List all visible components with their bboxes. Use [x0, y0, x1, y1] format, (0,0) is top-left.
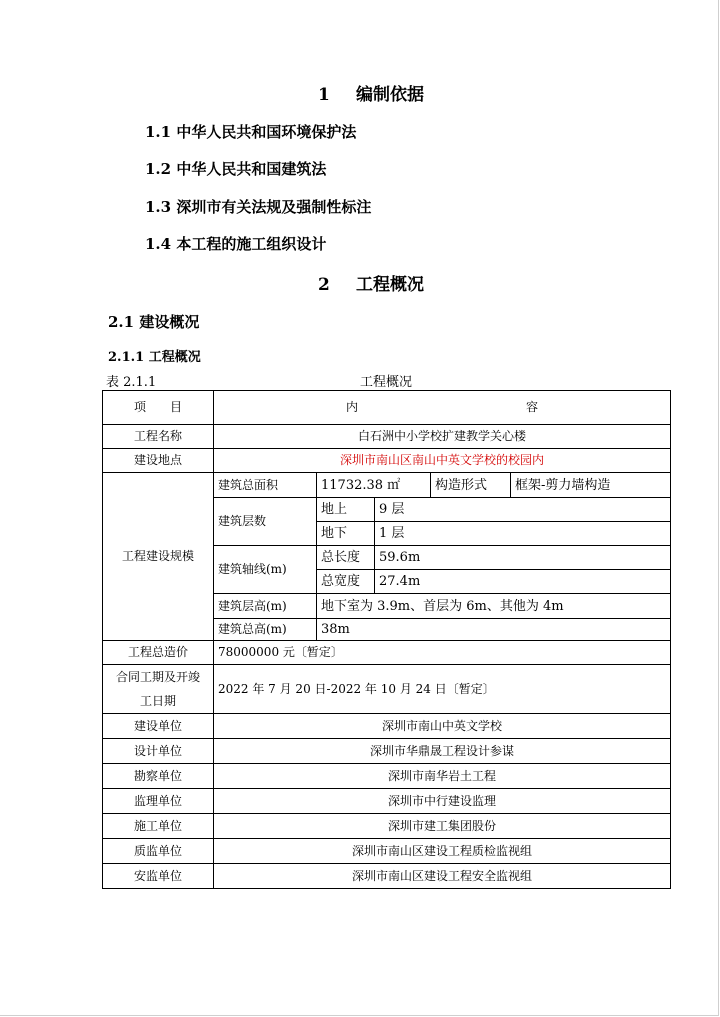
width-value: 27.4m	[375, 570, 671, 594]
table-row	[103, 665, 671, 714]
row-value: 深圳市华鼎晟工程设计参谋	[214, 739, 671, 764]
row-value: 深圳市南山中英文学校	[214, 714, 671, 739]
row-value: 深圳市南山区建设工程质检监视组	[214, 839, 671, 864]
location-value: 深圳市南山区南山中英文学校的校园内	[214, 449, 671, 473]
row-label: 安监单位	[103, 864, 214, 889]
cost-label: 工程总造价	[103, 641, 214, 665]
area-value: 11732.38 ㎡	[317, 473, 431, 498]
table-caption-title: 工程概况	[360, 375, 413, 390]
project-overview-table	[102, 390, 671, 889]
subsection-2-1-1-heading: 2.1.1 工程概况	[108, 350, 201, 365]
row-value: 深圳市南山区建设工程安全监视组	[214, 864, 671, 889]
row-label: 勘察单位	[103, 764, 214, 789]
row-label: 建设单位	[103, 714, 214, 739]
period-label-line-2: 工日期	[139, 694, 176, 708]
axis-label: 建筑轴线(m)	[214, 546, 317, 594]
row-value: 深圳市中行建设监理	[214, 789, 671, 814]
table-row	[103, 449, 671, 473]
table-row	[103, 641, 671, 665]
total-height-label: 建筑总高(m)	[214, 619, 317, 641]
length-label: 总长度	[317, 546, 375, 570]
row-label: 监理单位	[103, 789, 214, 814]
structure-value: 框架-剪力墙构造	[511, 473, 671, 498]
section-1-title: 编制依据	[356, 85, 424, 105]
table-caption-label: 表 2.1.1	[106, 375, 157, 390]
location-label: 建设地点	[103, 449, 214, 473]
section-1-item-4: 1.4 本工程的施工组织设计	[145, 235, 327, 253]
table-row	[103, 714, 671, 739]
section-2-title: 工程概况	[356, 275, 424, 295]
row-value: 深圳市建工集团股份	[214, 814, 671, 839]
header-content: 内 容	[214, 391, 671, 425]
header-item: 项 目	[103, 391, 214, 425]
table-header-row	[103, 391, 671, 425]
section-1-item-2: 1.2 中华人民共和国建筑法	[145, 160, 327, 178]
structure-label: 构造形式	[431, 473, 511, 498]
table-row	[103, 839, 671, 864]
below-label: 地下	[317, 522, 375, 546]
floor-height-value: 地下室为 3.9m、首层为 6m、其他为 4m	[317, 594, 671, 619]
length-value: 59.6m	[375, 546, 671, 570]
width-label: 总宽度	[317, 570, 375, 594]
table-row	[103, 789, 671, 814]
section-1-heading	[318, 80, 424, 105]
below-value: 1 层	[375, 522, 671, 546]
table-row	[103, 739, 671, 764]
section-1-number: 1	[318, 85, 330, 105]
subsection-2-1-heading: 2.1 建设概况	[108, 313, 200, 331]
project-name-label: 工程名称	[103, 425, 214, 449]
table-row	[103, 814, 671, 839]
period-label	[103, 665, 214, 714]
above-label: 地上	[317, 498, 375, 522]
floor-height-label: 建筑层高(m)	[214, 594, 317, 619]
total-height-value: 38m	[317, 619, 671, 641]
table-row	[103, 864, 671, 889]
row-value: 深圳市南华岩土工程	[214, 764, 671, 789]
section-1-item-3: 1.3 深圳市有关法规及强制性标注	[145, 198, 372, 216]
cost-value: 78000000 元〔暂定〕	[214, 641, 671, 665]
floors-label: 建筑层数	[214, 498, 317, 546]
table-row	[103, 473, 671, 498]
row-label: 设计单位	[103, 739, 214, 764]
table-row	[103, 425, 671, 449]
section-2-number: 2	[318, 275, 330, 295]
section-2-heading	[318, 270, 424, 295]
period-label-line-1: 合同工期及开竣	[115, 670, 200, 684]
table-row	[103, 764, 671, 789]
row-label: 施工单位	[103, 814, 214, 839]
project-name-value: 白石洲中小学校扩建教学关心楼	[214, 425, 671, 449]
above-value: 9 层	[375, 498, 671, 522]
row-label: 质监单位	[103, 839, 214, 864]
section-1-item-1: 1.1 中华人民共和国环境保护法	[145, 123, 357, 141]
scale-label: 工程建设规模	[103, 473, 214, 641]
area-label: 建筑总面积	[214, 473, 317, 498]
period-value: 2022 年 7 月 20 日-2022 年 10 月 24 日〔暂定〕	[214, 665, 671, 714]
